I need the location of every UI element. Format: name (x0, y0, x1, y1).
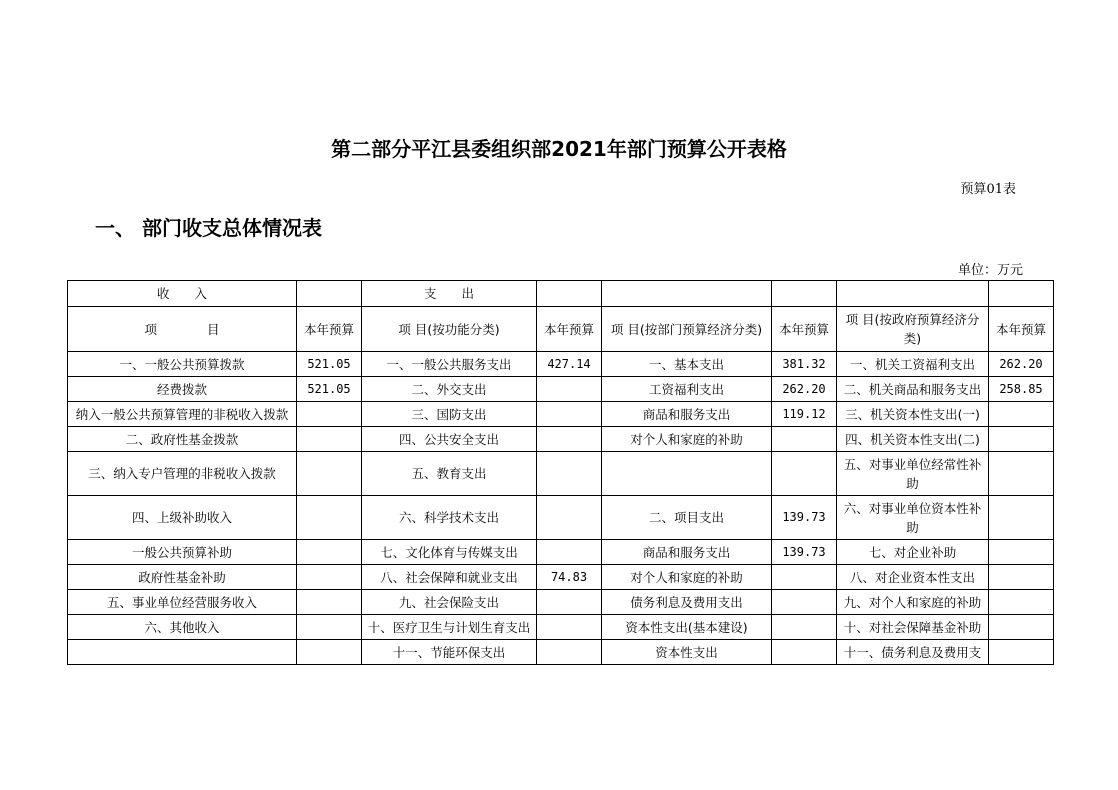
item-cell: 八、社会保障和就业支出 (362, 565, 537, 590)
item-cell: 一般公共预算补助 (68, 540, 297, 565)
budget-amount-cell: 262.20 (772, 377, 837, 402)
table-row (68, 402, 1054, 427)
item-cell: 一、一般公共服务支出 (362, 352, 537, 377)
item-cell: 纳入一般公共预算管理的非税收入拨款 (68, 402, 297, 427)
budget-amount-cell (989, 540, 1054, 565)
empty-cell (537, 281, 602, 307)
budget-amount-cell (772, 452, 837, 496)
table-row (68, 352, 1054, 377)
expense-group-header: 支 出 (362, 281, 537, 307)
item-cell: 对个人和家庭的补助 (602, 565, 772, 590)
column-header: 项 目 (68, 307, 297, 352)
budget-amount-cell (772, 640, 837, 665)
item-cell: 五、事业单位经营服务收入 (68, 590, 297, 615)
budget-amount-cell (297, 590, 362, 615)
budget-amount-cell (537, 640, 602, 665)
item-cell: 六、科学技术支出 (362, 496, 537, 540)
budget-amount-cell (537, 427, 602, 452)
income-group-header: 收 入 (68, 281, 297, 307)
item-cell: 一、基本支出 (602, 352, 772, 377)
column-header: 项 目(按功能分类) (362, 307, 537, 352)
budget-amount-cell: 119.12 (772, 402, 837, 427)
budget-amount-cell (772, 590, 837, 615)
column-header: 项 目(按政府预算经济分类) (837, 307, 989, 352)
column-header: 本年预算 (537, 307, 602, 352)
item-cell: 六、其他收入 (68, 615, 297, 640)
table-row (68, 452, 1054, 496)
item-cell: 商品和服务支出 (602, 540, 772, 565)
item-cell: 债务利息及费用支出 (602, 590, 772, 615)
item-cell: 二、政府性基金拨款 (68, 427, 297, 452)
budget-amount-cell (989, 496, 1054, 540)
item-cell: 二、机关商品和服务支出 (837, 377, 989, 402)
page-title: 第二部分平江县委组织部2021年部门预算公开表格 (331, 137, 787, 161)
empty-cell (772, 281, 837, 307)
budget-amount-cell (989, 615, 1054, 640)
column-header: 项 目(按部门预算经济分类) (602, 307, 772, 352)
budget-amount-cell (537, 615, 602, 640)
item-cell: 经费拨款 (68, 377, 297, 402)
budget-amount-cell: 521.05 (297, 377, 362, 402)
item-cell: 五、教育支出 (362, 452, 537, 496)
table-row (68, 427, 1054, 452)
budget-amount-cell (297, 540, 362, 565)
budget-amount-cell (537, 540, 602, 565)
item-cell: 一、机关工资福利支出 (837, 352, 989, 377)
budget-amount-cell (989, 590, 1054, 615)
empty-cell (297, 281, 362, 307)
budget-amount-cell (989, 640, 1054, 665)
item-cell: 八、对企业资本性支出 (837, 565, 989, 590)
item-cell: 九、对个人和家庭的补助 (837, 590, 989, 615)
item-cell: 二、外交支出 (362, 377, 537, 402)
budget-amount-cell (989, 452, 1054, 496)
empty-cell (602, 281, 772, 307)
item-cell: 工资福利支出 (602, 377, 772, 402)
budget-amount-cell (537, 496, 602, 540)
item-cell: 七、文化体育与传媒支出 (362, 540, 537, 565)
budget-amount-cell: 139.73 (772, 540, 837, 565)
item-cell: 七、对企业补助 (837, 540, 989, 565)
budget-amount-cell (989, 427, 1054, 452)
budget-table (67, 280, 1054, 665)
budget-amount-cell: 381.32 (772, 352, 837, 377)
form-number: 预算01表 (960, 182, 1016, 197)
budget-amount-cell: 262.20 (989, 352, 1054, 377)
item-cell: 资本性支出 (602, 640, 772, 665)
item-cell: 一、一般公共预算拨款 (68, 352, 297, 377)
empty-cell (837, 281, 989, 307)
item-cell: 四、公共安全支出 (362, 427, 537, 452)
item-cell (602, 452, 772, 496)
budget-amount-cell: 74.83 (537, 565, 602, 590)
table-row (68, 565, 1054, 590)
budget-amount-cell (297, 565, 362, 590)
column-header: 本年预算 (989, 307, 1054, 352)
section-title: 一、 部门收支总体情况表 (95, 216, 322, 240)
item-cell: 五、对事业单位经常性补助 (837, 452, 989, 496)
budget-amount-cell (989, 402, 1054, 427)
item-cell: 三、机关资本性支出(一) (837, 402, 989, 427)
item-cell: 四、上级补助收入 (68, 496, 297, 540)
table-row (68, 540, 1054, 565)
budget-amount-cell (297, 496, 362, 540)
item-cell: 三、国防支出 (362, 402, 537, 427)
item-cell: 四、机关资本性支出(二) (837, 427, 989, 452)
budget-amount-cell (537, 402, 602, 427)
table-row (68, 496, 1054, 540)
table-row (68, 590, 1054, 615)
budget-amount-cell (297, 615, 362, 640)
budget-amount-cell (989, 565, 1054, 590)
table-row (68, 615, 1054, 640)
budget-amount-cell (537, 590, 602, 615)
budget-amount-cell: 139.73 (772, 496, 837, 540)
column-header-row (68, 307, 1054, 352)
item-cell: 十一、节能环保支出 (362, 640, 537, 665)
budget-amount-cell (297, 427, 362, 452)
group-header-row (68, 281, 1054, 307)
item-cell: 六、对事业单位资本性补助 (837, 496, 989, 540)
budget-amount-cell (772, 615, 837, 640)
table-row (68, 377, 1054, 402)
item-cell: 对个人和家庭的补助 (602, 427, 772, 452)
budget-amount-cell (772, 427, 837, 452)
item-cell: 十、对社会保障基金补助 (837, 615, 989, 640)
item-cell: 九、社会保险支出 (362, 590, 537, 615)
budget-amount-cell (297, 452, 362, 496)
item-cell: 十一、债务利息及费用支 (837, 640, 989, 665)
item-cell: 三、纳入专户管理的非税收入拨款 (68, 452, 297, 496)
item-cell: 资本性支出(基本建设) (602, 615, 772, 640)
empty-cell (989, 281, 1054, 307)
item-cell: 十、医疗卫生与计划生育支出 (362, 615, 537, 640)
item-cell: 商品和服务支出 (602, 402, 772, 427)
budget-amount-cell (537, 452, 602, 496)
budget-amount-cell (297, 402, 362, 427)
column-header: 本年预算 (297, 307, 362, 352)
budget-amount-cell: 521.05 (297, 352, 362, 377)
table-row (68, 640, 1054, 665)
budget-amount-cell (772, 565, 837, 590)
budget-amount-cell: 427.14 (537, 352, 602, 377)
budget-amount-cell: 258.85 (989, 377, 1054, 402)
column-header: 本年预算 (772, 307, 837, 352)
item-cell: 二、项目支出 (602, 496, 772, 540)
unit-label: 单位：万元 (957, 263, 1023, 278)
item-cell: 政府性基金补助 (68, 565, 297, 590)
budget-amount-cell (537, 377, 602, 402)
item-cell (68, 640, 297, 665)
budget-amount-cell (297, 640, 362, 665)
